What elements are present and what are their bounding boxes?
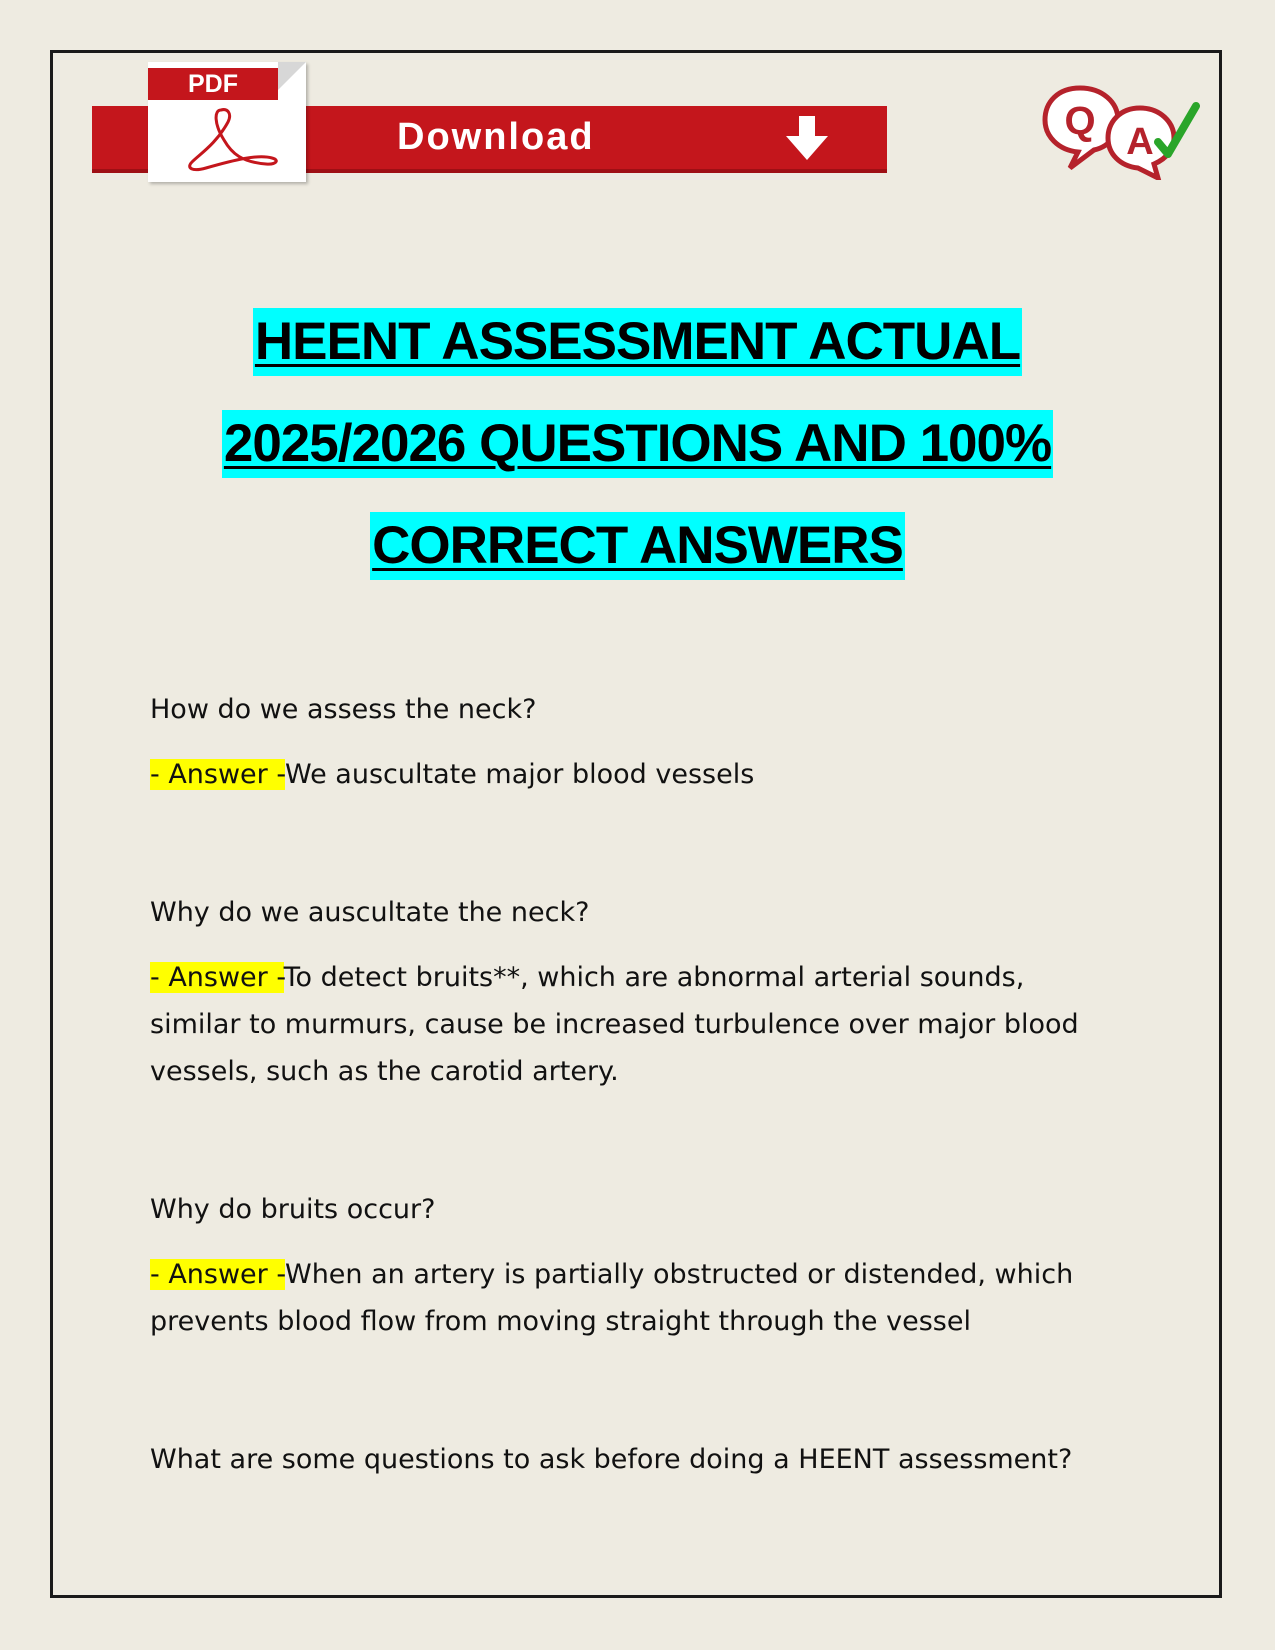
page-border [50,50,1222,1598]
pdf-download-banner[interactable] [92,62,887,182]
pdf-tag: PDF [148,68,278,100]
qa-logo-icon [1040,80,1210,180]
qa-item [150,1186,1100,1345]
logo-q-letter: Q [1064,99,1096,143]
title-line-3: CORRECT ANSWERS [370,512,905,580]
logo-a-letter: A [1126,121,1154,163]
answer-prefix: - Answer - [150,962,284,993]
answer-text [150,954,1100,1095]
title-line-1: HEENT ASSESSMENT ACTUAL [253,308,1022,376]
answer-body: We auscultate major blood vessels [285,759,755,790]
answer-text [150,751,1100,798]
download-arrow-icon [782,114,832,162]
question-text: Why do we auscultate the neck? [150,897,590,928]
page-fold [278,62,306,90]
answer-body: When an artery is partially obstructed or distended, which prevents blood flow from moving straight through the vessel [150,1259,1074,1337]
answer-body: To detect bruits**, which are abnormal arterial sounds, similar to murmurs, cause be increased turbulence over major blood vessels, such as the carotid artery. [150,962,1079,1087]
title-line-2: 2025/2026 QUESTIONS AND 100% [222,410,1053,478]
question-text: Why do bruits occur? [150,1194,436,1225]
qa-item [150,889,1100,1095]
pdf-document-icon [148,62,306,182]
question-text: How do we assess the neck? [150,694,537,725]
download-label[interactable]: Download [397,116,595,158]
question-text: What are some questions to ask before doing a HEENT assessment? [150,1444,1073,1475]
acrobat-icon [176,102,286,177]
answer-prefix: - Answer - [150,1259,285,1290]
answer-prefix: - Answer - [150,759,285,790]
answer-text [150,1251,1100,1345]
qa-item [150,1436,1100,1483]
document-title [0,308,1275,614]
qa-item [150,686,1100,798]
